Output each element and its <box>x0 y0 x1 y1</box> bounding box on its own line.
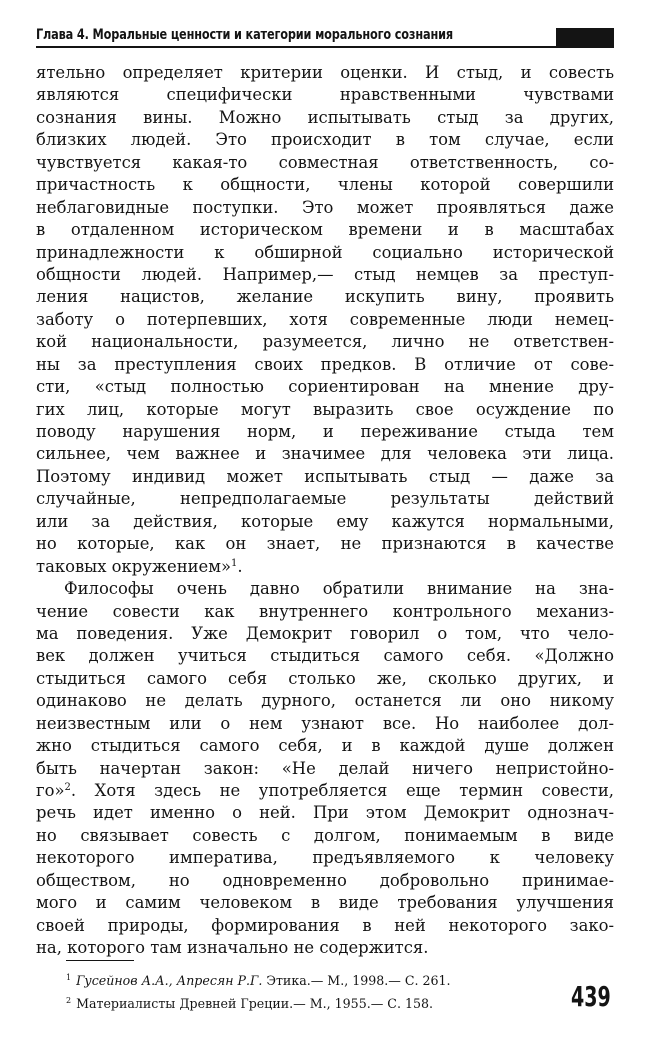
footnote-ref: 2 <box>64 782 71 793</box>
text-line: век должен учиться стыдиться самого себя. «Должно <box>36 646 614 666</box>
text-line: речь идет именно о ней. При этом Демокрит однознач- <box>36 803 614 823</box>
text-line: одинаково не делать дурного, останется ли оно никому <box>36 691 614 711</box>
text-line: Поэтому индивид может испытывать стыд — даже за <box>36 466 614 486</box>
text-line: случайные, непредполагаемые результаты действий <box>36 489 614 509</box>
footnote-mark: 2 <box>66 996 72 1005</box>
text-line: но которые, как он знает, не признаются в качестве <box>36 534 614 554</box>
text-line: ления нацистов, желание искупить вину, проявить <box>36 287 614 307</box>
text-line: но связывает совесть с долгом, понимаемым в виде <box>36 825 614 845</box>
text-line: чувствуется какая-то совместная ответственность, со- <box>36 152 614 172</box>
text-line: некоторого императива, предъявляемого к человеку <box>36 848 614 868</box>
text-line: ятельно определяет критерии оценки. И стыд, и совесть <box>36 63 614 82</box>
text-line: кой национальности, разумеется, лично не ответствен- <box>36 332 614 352</box>
text-line: жно стыдиться самого себя, и в каждой душе должен <box>36 736 614 756</box>
header-black-block <box>556 28 614 48</box>
page-number: 439 <box>571 980 611 1013</box>
text-line: чение совести как внутреннего контрольного механиз- <box>36 601 614 621</box>
footnote-text: Материалисты Древней Греции.— М., 1955.— С. 158. <box>76 996 433 1011</box>
text-line: общности людей. Например,— стыд немцев за преступ- <box>36 264 614 284</box>
text-line <box>36 780 614 802</box>
footnote-mark: 1 <box>66 973 72 982</box>
text-line: причастность к общности, члены которой совершили <box>36 175 614 195</box>
text-line: гих лиц, которые могут выразить свое осуждение по <box>36 399 614 419</box>
text-line: быть начертан закон: «Не делай ничего непристойно- <box>36 758 614 778</box>
footnote-author: Гусейнов А.А., Апресян Р.Г. <box>76 973 263 988</box>
text-line: или за действия, которые ему кажутся нормальными, <box>36 511 614 531</box>
text-line: ма поведения. Уже Демокрит говорил о том, что чело- <box>36 623 614 643</box>
text-line: стыдиться самого себя столько же, сколько других, и <box>36 668 614 688</box>
running-header <box>36 26 614 50</box>
text-fragment: таковых окружением» <box>36 556 232 576</box>
text-line: сознания вины. Можно испытывать стыд за других, <box>36 107 614 127</box>
text-line: поводу нарушения норм, и переживание стыда тем <box>36 422 614 441</box>
footnote-ref: 1 <box>231 557 238 569</box>
text-line: мого и самим человеком в виде требования улучшения <box>36 893 614 913</box>
footnote-text: Этика.— М., 1998.— С. 261. <box>262 973 451 988</box>
text-line: обществом, но одновременно добровольно принимае- <box>36 870 614 890</box>
text-line: принадлежности к обширной социально исторической <box>36 242 614 262</box>
text-line: неизвестным или о нем узнают все. Но наиболее дол- <box>36 713 614 733</box>
text-line: в отдаленном историческом времени и в масштабах <box>36 220 614 240</box>
text-line: сти, «стыд полностью сориентирован на мнение дру- <box>36 377 614 397</box>
text-line: таковых окружением»$^1$. <box>36 556 243 576</box>
text-line: неблаговидные поступки. Это может проявляться даже <box>36 197 614 217</box>
text-line: сильнее, чем важнее и значимее для человека эти лица. <box>36 444 614 464</box>
text-line: заботу о потерпевших, хотя современные люди немец- <box>36 309 614 329</box>
footnote-divider <box>66 960 134 961</box>
text-fragment: го» <box>36 781 65 800</box>
body-text <box>36 62 614 960</box>
footnote-2 <box>66 991 536 1014</box>
footnotes <box>66 968 536 1014</box>
text-line: ны за преступления своих предков. В отличие от сове- <box>36 354 614 374</box>
text-line: Философы очень давно обратили внимание на зна- <box>64 579 614 599</box>
text-line: своей природы, формирования в ней некоторого зако- <box>36 915 614 935</box>
text-line: являются специфически нравственными чувствами <box>36 85 614 105</box>
text-line: на, которого там изначально не содержится. <box>36 938 429 958</box>
text-fragment: . Хотя здесь не употребляется еще термин совести, <box>70 781 614 800</box>
chapter-title: Глава 4. Моральные ценности и категории морального сознания <box>36 27 453 43</box>
text-line: близких людей. Это происходит в том случае, если <box>36 130 614 150</box>
header-rule <box>36 46 614 48</box>
footnote-1 <box>66 968 536 991</box>
